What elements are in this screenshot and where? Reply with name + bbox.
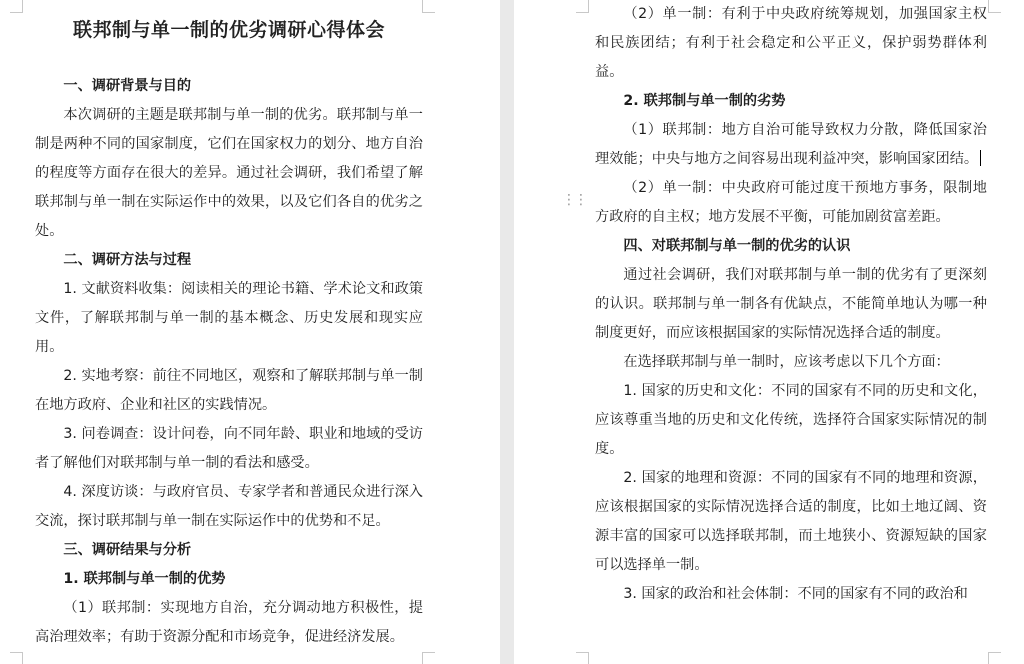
section-heading[interactable] <box>595 232 987 261</box>
section-heading[interactable] <box>35 246 423 275</box>
paragraph-text: （2）单一制：中央政府可能过度干预地方事务，限制地方政府的自主权；地方发展不平衡，可能加剧贫富差距。 <box>595 180 987 225</box>
paragraph-text: 3. 问卷调查：设计问卷，向不同年龄、职业和地域的受访者了解他们对联邦制与单一制的看法和感受。 <box>35 426 423 471</box>
paragraph-text: 1. 国家的历史和文化：不同的国家有不同的历史和文化，应该尊重当地的历史和文化传统，选择符合国家实际情况的制度。 <box>595 383 987 457</box>
page-body-left[interactable] <box>35 0 423 652</box>
body-paragraph[interactable] <box>595 0 987 87</box>
paragraph-text: 三、调研结果与分析 <box>63 542 192 558</box>
crop-mark <box>576 652 589 664</box>
body-paragraph[interactable] <box>35 420 423 478</box>
body-paragraph[interactable] <box>595 348 987 377</box>
paragraph-text: 1. 联邦制与单一制的优势 <box>63 571 226 587</box>
paragraph-text: 2. 实地考察：前往不同地区，观察和了解联邦制与单一制在地方政府、企业和社区的实践情况。 <box>35 368 423 413</box>
body-paragraph[interactable] <box>35 478 423 536</box>
paragraph-text: 3. 国家的政治和社会体制：不同的国家有不同的政治和 <box>623 586 968 602</box>
paragraph-text: 1. 文献资料收集：阅读相关的理论书籍、学术论文和政策文件，了解联邦制与单一制的基本概念、历史发展和现实应用。 <box>35 281 423 355</box>
paragraph-text: 在选择联邦制与单一制时，应该考虑以下几个方面： <box>623 354 950 370</box>
crop-mark <box>422 0 435 13</box>
paragraph-text: 本次调研的主题是联邦制与单一制的优劣。联邦制与单一制是两种不同的国家制度，它们在国家权力的划分、地方自治的程度等方面存在很大的差异。通过社会调研，我们希望了解联邦制与单一制在实际运作中的效果，以及它们各自的优劣之处。 <box>35 107 423 239</box>
body-paragraph[interactable] <box>595 116 987 174</box>
paragraph-text: 一、调研背景与目的 <box>63 78 192 94</box>
body-paragraph[interactable] <box>595 261 987 348</box>
paragraph-text: 2. 国家的地理和资源：不同的国家有不同的地理和资源，应该根据国家的实际情况选择合适的制度，比如土地辽阔、资源丰富的国家可以选择联邦制，而土地狭小、资源短缺的国家可以选择单一制。 <box>595 470 987 573</box>
paragraph-list-right[interactable] <box>595 0 987 609</box>
body-paragraph[interactable] <box>35 594 423 652</box>
crop-mark <box>988 0 1001 13</box>
paragraph-text: （1）联邦制：实现地方自治，充分调动地方积极性，提高治理效率；有助于资源分配和市场竞争，促进经济发展。 <box>35 600 423 645</box>
paragraph-text: 2. 联邦制与单一制的劣势 <box>623 93 786 109</box>
paragraph-text: 4. 深度访谈：与政府官员、专家学者和普通民众进行深入交流，探讨联邦制与单一制在实际运作中的优势和不足。 <box>35 484 423 529</box>
crop-mark <box>576 0 589 13</box>
section-heading[interactable] <box>595 87 987 116</box>
paragraph-text: （2）单一制：有利于中央政府统筹规划，加强国家主权和民族团结；有利于社会稳定和公平正义，保护弱势群体利益。 <box>595 6 987 80</box>
paragraph-list-left[interactable] <box>35 72 423 652</box>
body-paragraph[interactable] <box>595 377 987 464</box>
paragraph-drag-handle-icon[interactable]: ⋮⋮ <box>562 192 586 208</box>
section-heading[interactable] <box>35 536 423 565</box>
body-paragraph[interactable] <box>595 580 987 609</box>
paragraph-text: 通过社会调研，我们对联邦制与单一制的优劣有了更深刻的认识。联邦制与单一制各有优缺点，不能简单地认为哪一种制度更好，而应该根据国家的实际情况选择合适的制度。 <box>595 267 987 341</box>
body-paragraph[interactable] <box>35 362 423 420</box>
crop-mark <box>422 652 435 664</box>
document-title[interactable]: 联邦制与单一制的优劣调研心得体会 <box>72 19 385 41</box>
body-paragraph[interactable] <box>35 101 423 246</box>
section-heading[interactable] <box>35 72 423 101</box>
page-body-right[interactable] <box>595 0 987 609</box>
body-paragraph[interactable] <box>595 464 987 580</box>
crop-mark <box>10 652 23 664</box>
paragraph-text: 二、调研方法与过程 <box>63 252 192 268</box>
body-paragraph[interactable] <box>595 174 987 232</box>
section-heading[interactable] <box>35 565 423 594</box>
body-paragraph[interactable] <box>35 275 423 362</box>
paragraph-text: （1）联邦制：地方自治可能导致权力分散，降低国家治理效能；中央与地方之间容易出现利益冲突，影响国家团结。 <box>595 122 987 167</box>
text-cursor <box>980 150 981 166</box>
crop-mark <box>10 0 23 13</box>
document-page-left[interactable] <box>0 0 500 664</box>
paragraph-text: 四、对联邦制与单一制的优劣的认识 <box>623 238 851 254</box>
crop-mark <box>988 652 1001 664</box>
document-page-right[interactable] <box>514 0 1024 664</box>
